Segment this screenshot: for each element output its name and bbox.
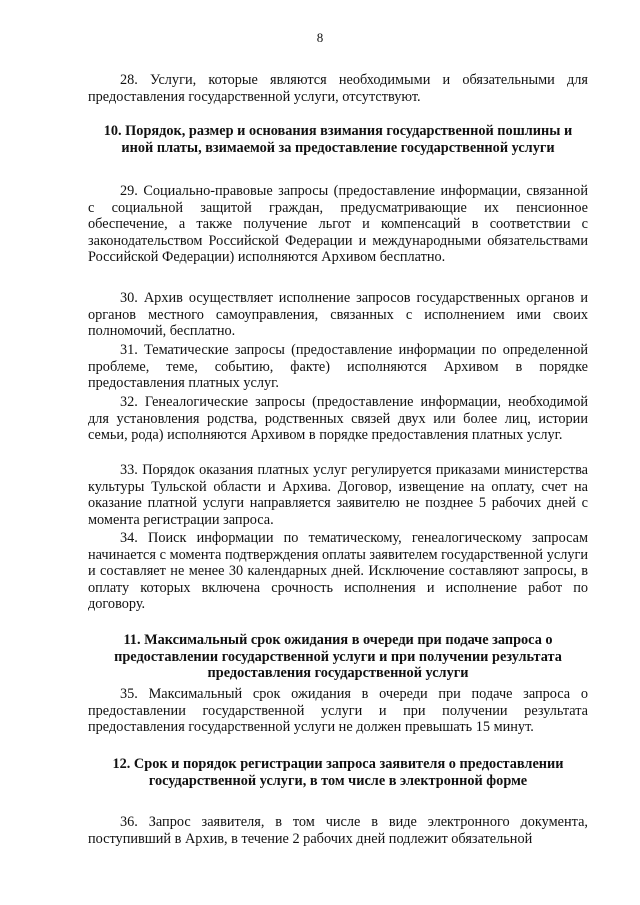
paragraph-34: 34. Поиск информации по тематическому, генеалогическому запросам начинается с момента подтверждения оплаты заявителем государственной услуги и составляет не менее 30 календарных дней. Исключение составляют запросы, в оплату которых включена срочность исполнения и исполнение работ по договору. — [88, 530, 588, 613]
section-heading-10: 10. Порядок, размер и основания взимания государственной пошлины и иной платы, взимаемой за предоставление государственной услуги — [103, 123, 573, 156]
paragraph-28: 28. Услуги, которые являются необходимыми и обязательными для предоставления государственной услуги, отсутствуют. — [88, 72, 588, 105]
paragraph-36: 36. Запрос заявителя, в том числе в виде электронного документа, поступивший в Архив, в течение 2 рабочих дней подлежит обязательной — [88, 814, 588, 847]
paragraph-31: 31. Тематические запросы (предоставление информации по определенной проблеме, теме, событию, факте) исполняются Архивом в порядке предоставления платных услуг. — [88, 342, 588, 392]
paragraph-32: 32. Генеалогические запросы (предоставление информации, необходимой для установления родства, родственных связей двух или более лиц, истории семьи, рода) исполняются Архивом в порядке предоставления платных услуг. — [88, 394, 588, 444]
paragraph-35: 35. Максимальный срок ожидания в очереди при подаче запроса о предоставлении государственной услуги и при получении результата предоставления государственной услуги не должен превышать 15 минут. — [88, 686, 588, 736]
page-number: 8 — [316, 30, 324, 45]
paragraph-33: 33. Порядок оказания платных услуг регулируется приказами министерства культуры Тульской области и Архива. Договор, извещение на оплату, счет на оказание платной услуги направляется заявителю не позднее 5 рабочих дней с момента регистрации запроса. — [88, 462, 588, 528]
paragraph-30: 30. Архив осуществляет исполнение запросов государственных органов и органов местного самоуправления, связанных с исполнением ими своих полномочий, бесплатно. — [88, 290, 588, 340]
section-heading-12: 12. Срок и порядок регистрации запроса заявителя о предоставлении государственной услуги, в том числе в электронной форме — [112, 756, 564, 789]
paragraph-29: 29. Социально-правовые запросы (предоставление информации, связанной с социальной защитой граждан, предусматривающие их пенсионное обеспечение, а также получение льгот и компенсаций в соответствии с законодательством Российской Федерации и международными обязательствами Российской Федерации) исполняются Архивом бесплатно. — [88, 183, 588, 266]
section-heading-11: 11. Максимальный срок ожидания в очереди при подаче запроса о предоставлении государственной услуги и при получении результата предоставления государственной услуги — [114, 632, 562, 682]
